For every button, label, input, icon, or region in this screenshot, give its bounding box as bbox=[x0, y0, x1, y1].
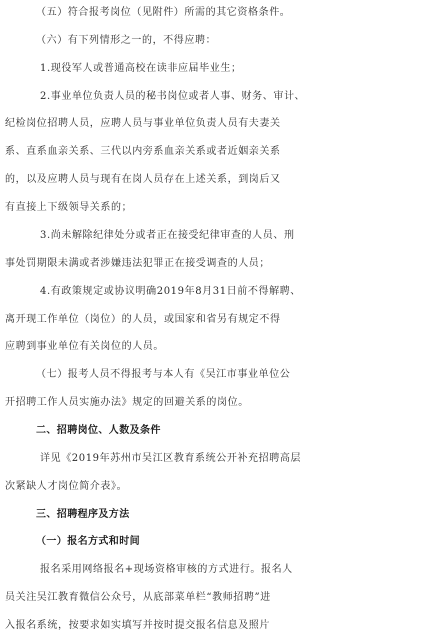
subsection-1-heading: （一）报名方式和时间 bbox=[36, 536, 140, 547]
item-2-line-3: 系、直系血亲关系、三代以内旁系血亲关系或者近姻亲关系 bbox=[5, 146, 281, 157]
section-2-body-line-1: 详见《2019年苏州市吴江区教育系统公开补充招聘高层 bbox=[40, 453, 302, 464]
item-4-line-3: 应聘到事业单位有关岗位的人员。 bbox=[5, 341, 164, 352]
registration-line-2: 员关注吴江教育微信公众号，从底部菜单栏“教师招聘”进 bbox=[5, 592, 271, 603]
item-2-line-1: 2.事业单位负责人员的秘书岗位或者人事、财务、审计、 bbox=[40, 91, 306, 102]
clause-5: （五）符合报考岗位（见附件）所需的其它资格条件。 bbox=[36, 7, 291, 18]
section-3-heading: 三、招聘程序及方法 bbox=[36, 509, 130, 520]
item-2-line-5: 有直接上下级领导关系的； bbox=[5, 202, 133, 213]
section-2-body-line-2: 次紧缺人才岗位简介表》。 bbox=[5, 481, 128, 492]
item-3-line-2: 事处罚期限未满或者涉嫌违法犯罪正在接受调查的人员； bbox=[5, 258, 270, 269]
clause-7-line-2: 开招聘工作人员实施办法》规定的回避关系的岗位。 bbox=[5, 397, 249, 408]
item-4-line-1: 4.有政策规定或协议明确2019年8月31日前不得解聘、 bbox=[40, 286, 301, 297]
item-2-line-2: 纪检岗位招聘人员，应聘人员与事业单位负责人员有夫妻关 bbox=[5, 118, 281, 129]
item-1: 1.现役军人或普通高校在读非应届毕业生； bbox=[40, 63, 242, 74]
item-3-line-1: 3.尚未解除纪律处分或者正在接受纪律审查的人员、刑 bbox=[40, 230, 295, 241]
registration-line-1: 报名采用网络报名+现场资格审核的方式进行。报名人 bbox=[40, 564, 293, 575]
clause-6: （六）有下列情形之一的，不得应聘： bbox=[36, 35, 217, 46]
registration-line-3: 入报名系统，按要求如实填写并按时提交报名信息及照片 bbox=[5, 620, 270, 631]
clause-7-line-1: （七）报考人员不得报考与本人有《吴江市事业单位公 bbox=[36, 369, 291, 380]
item-4-line-2: 离开现工作单位（岗位）的人员，或国家和省另有规定不得 bbox=[5, 314, 281, 325]
item-2-line-4: 的，以及应聘人员与现有在岗人员存在上述关系，到岗后又 bbox=[5, 174, 281, 185]
section-2-heading: 二、招聘岗位、人数及条件 bbox=[36, 425, 161, 436]
